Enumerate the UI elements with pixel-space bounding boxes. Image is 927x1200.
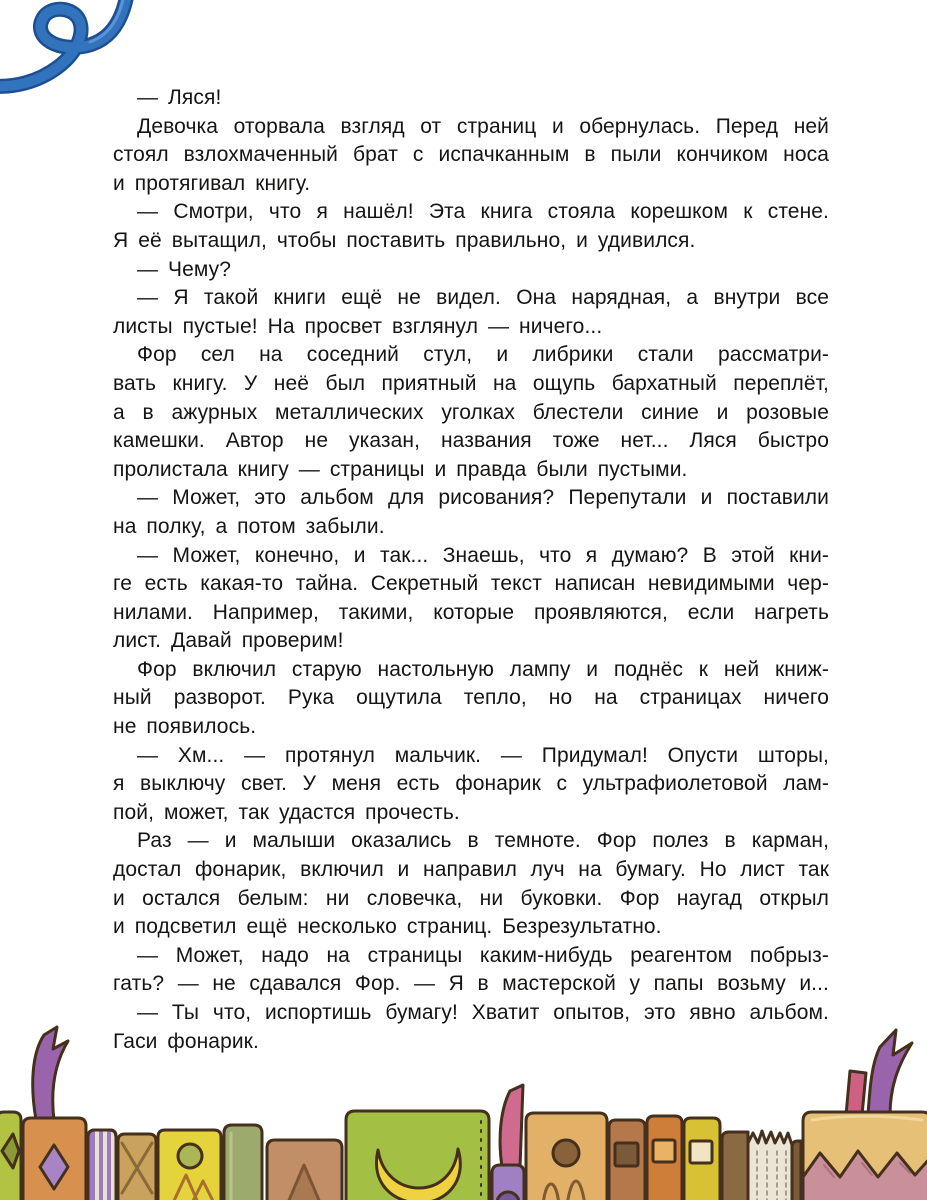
text-line: и протягивал книгу. [113,171,311,195]
text-line: я выключу свет. У меня есть фонарик с ультрафиолетовой лам- [113,772,829,796]
text-line: — Может, надо на страницы каким-нибудь реагентом побрыз- [137,943,829,967]
text-line: — Ты что, испортишь бумагу! Хватит опытов, это явно альбом. [137,1001,829,1024]
text-line: не появилось. [113,715,257,739]
text-line: стоял взлохмаченный брат с испачканным в пыли кончиком носа [113,143,829,167]
text-line: — Хм... — протянул мальчик. — Придумал! Опусти шторы, [137,743,829,767]
text-line: лист. Давай проверим! [113,629,344,653]
text-line: и остался белым: ни словечка, ни буковки. Фор наугад открыл [113,886,829,910]
text-line: пролистала книгу — страницы и правда были пустыми. [113,457,688,481]
text-line: Раз — и малыши оказались в темноте. Фор полез в карман, [137,829,829,853]
text-line: — Может, это альбом для рисования? Перепутали и поставили [137,486,829,510]
text-line: вать книгу. У неё был приятный на ощупь бархатный переплёт, [113,371,829,395]
text-line: а в ажурных металлических уголках блестели синие и розовые [113,400,829,424]
text-line: достал фонарик, включил и направил луч на бумагу. Но лист так [113,858,829,882]
purple-bookmark-icon [868,1030,912,1115]
text-line: Фор сел на соседний стул, и либрики стали рассматри- [137,343,829,367]
text-line: на полку, а потом забыли. [113,514,385,538]
text-line: — Ляся! [137,86,222,109]
text-line: пой, может, так удастся прочесть. [113,800,460,824]
text-line: Я её вытащил, чтобы поставить правильно, и удивился. [113,228,696,252]
text-line: — Может, конечно, и так... Знаешь, что я думаю? В этой кни- [137,543,829,567]
text-line: — Чему? [137,257,232,281]
text-line: нилами. Например, такими, которые проявляются, если нагреть [113,600,829,624]
pink-bookmark-icon [846,1071,866,1115]
text-line: Гаси фонарик. [113,1029,259,1053]
text-line: Фор включил старую настольную лампу и поднёс к ней книж- [137,657,829,681]
text-line: — Смотри, что я нашёл! Эта книга стояла корешком к стене. [137,200,829,224]
text-line: и подсветил ещё несколько страниц. Безрезультатно. [113,915,662,939]
story-text [113,84,829,1056]
text-line: листы пустые! На просвет взглянул — ничего... [113,314,603,338]
text-line: Девочка оторвала взгляд от страниц и обернулась. Перед ней [137,114,829,138]
text-line: гать? — не сдавался Фор. — Я в мастерской у папы возьму и... [113,972,829,996]
text-line: камешки. Автор не указан, названия тоже нет... Ляся быстро [113,429,829,453]
text-line: ный разворот. Рука ощутила тепло, но на страницах ничего [113,686,829,710]
purple-bookmark-icon [33,1027,68,1120]
bookshelf-illustration [0,1025,927,1200]
text-line: ге есть какая-то тайна. Секретный текст написан невидимыми чер- [113,572,829,596]
pink-bookmark-icon [500,1085,523,1167]
text-line: — Я такой книги ещё не видел. Она нарядная, а внутри все [137,286,829,310]
